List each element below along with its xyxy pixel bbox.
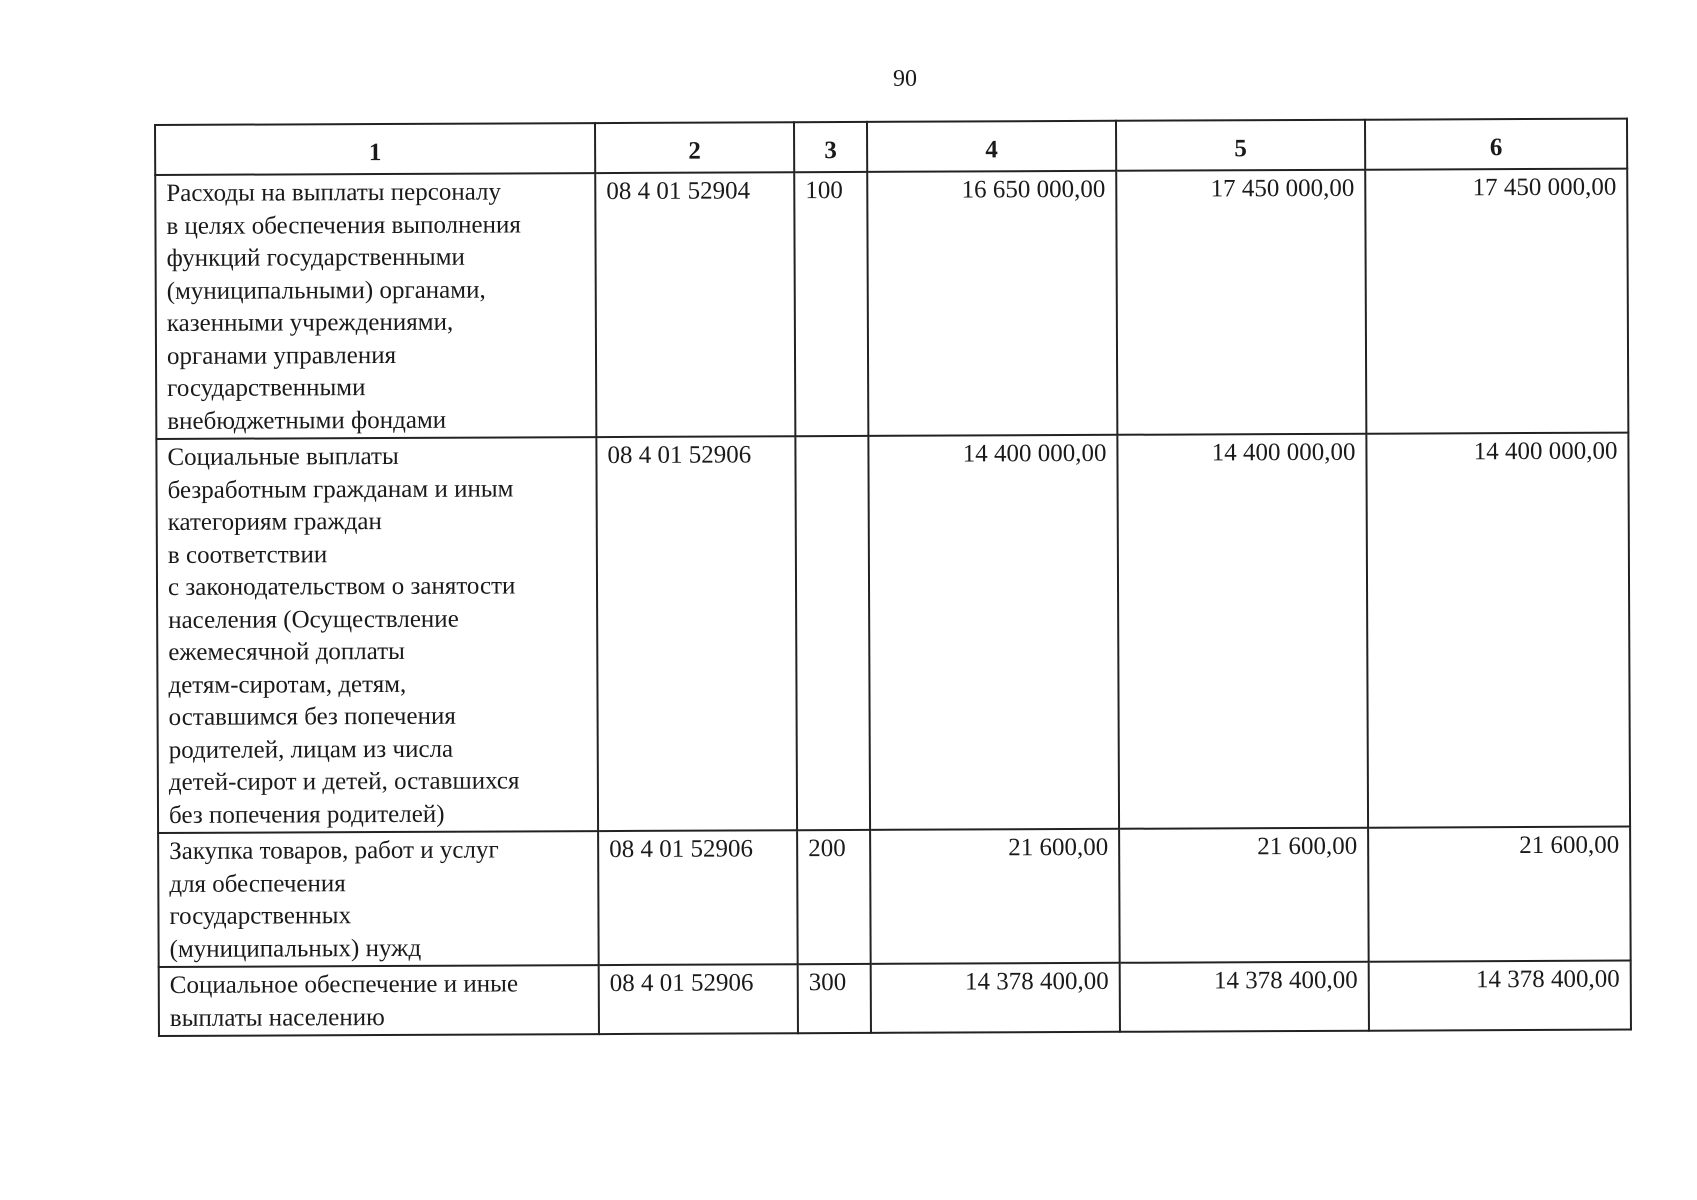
row-name-line: выплаты населению (169, 1003, 385, 1032)
row-expense-type: 100 (794, 172, 868, 436)
row-name-line: Закупка товаров, работ и услуг (169, 836, 499, 865)
header-row (155, 119, 1627, 175)
row-code: 08 4 01 52904 (595, 172, 795, 437)
header-col-4: 4 (867, 121, 1116, 172)
row-name-line: ежемесячной доплаты (168, 637, 405, 666)
row-name-line: Расходы на выплаты персоналу (166, 178, 502, 207)
row-value-col-6: 14 400 000,00 (1366, 433, 1630, 828)
row-name (156, 437, 598, 833)
page-number: 90 (893, 66, 917, 92)
row-name-line: детей-сирот и детей, оставшихся (168, 767, 520, 796)
row-expense-type: 200 (797, 830, 871, 964)
row-name-line: внебюджетными фондами (167, 406, 447, 435)
budget-table (154, 118, 1632, 1037)
header-col-5: 5 (1116, 120, 1365, 171)
row-code: 08 4 01 52906 (598, 830, 798, 965)
header-col-3: 3 (794, 122, 867, 172)
row-code: 08 4 01 52906 (599, 964, 798, 1034)
row-expense-type: 300 (798, 964, 871, 1033)
row-name-line: родителей, лицам из числа (168, 735, 454, 764)
table-row (155, 169, 1628, 439)
row-value-col-5: 14 378 400,00 (1120, 962, 1369, 1032)
row-name-line: функций государственными (166, 243, 465, 272)
row-value-col-5: 14 400 000,00 (1117, 434, 1368, 829)
row-name-line: государственных (169, 902, 352, 930)
row-name (155, 173, 596, 439)
row-value-col-6: 21 600,00 (1368, 827, 1631, 962)
row-name-line: без попечения родителей) (168, 800, 445, 829)
row-name-line: в целях обеспечения выполнения (166, 210, 521, 240)
header-col-6: 6 (1365, 119, 1627, 170)
row-name-line: Социальные выплаты (167, 442, 399, 471)
row-name-line: (муниципальных) нужд (169, 934, 422, 963)
row-name (159, 965, 599, 1036)
row-name-line: для обеспечения (169, 869, 346, 898)
row-value-col-6: 14 378 400,00 (1369, 961, 1631, 1031)
row-value-col-5: 17 450 000,00 (1116, 170, 1366, 435)
header-col-1: 1 (155, 123, 595, 175)
row-name-line: с законодательством о занятости (167, 572, 516, 601)
row-name-line: (муниципальными) органами, (166, 276, 486, 305)
row-value-col-4: 16 650 000,00 (867, 171, 1117, 436)
row-name-line: категориям граждан (167, 508, 382, 536)
table-row (156, 433, 1630, 833)
row-value-col-6: 17 450 000,00 (1365, 169, 1628, 434)
row-name-line: населения (Осуществление (168, 605, 459, 634)
row-value-col-4: 14 400 000,00 (868, 435, 1119, 830)
row-name-line: детям-сиротам, детям, (168, 670, 407, 699)
row-value-col-4: 14 378 400,00 (871, 963, 1120, 1033)
row-name-line: казенными учреждениями, (166, 308, 454, 337)
row-name (158, 831, 599, 967)
row-name-line: Социальное обеспечение и иные (169, 970, 519, 999)
row-name-line: органами управления (166, 341, 397, 370)
table-row (159, 961, 1631, 1036)
row-value-col-5: 21 600,00 (1119, 828, 1369, 963)
row-name-line: в соответствии (167, 540, 328, 569)
header-col-2: 2 (595, 122, 794, 173)
row-name-line: безработным гражданам и иным (167, 474, 514, 504)
table-row (158, 827, 1631, 967)
row-name-line: оставшимся без попечения (168, 702, 456, 731)
row-expense-type (795, 436, 870, 830)
row-name-line: государственными (167, 374, 366, 402)
row-value-col-4: 21 600,00 (870, 829, 1120, 964)
row-code: 08 4 01 52906 (596, 436, 797, 831)
